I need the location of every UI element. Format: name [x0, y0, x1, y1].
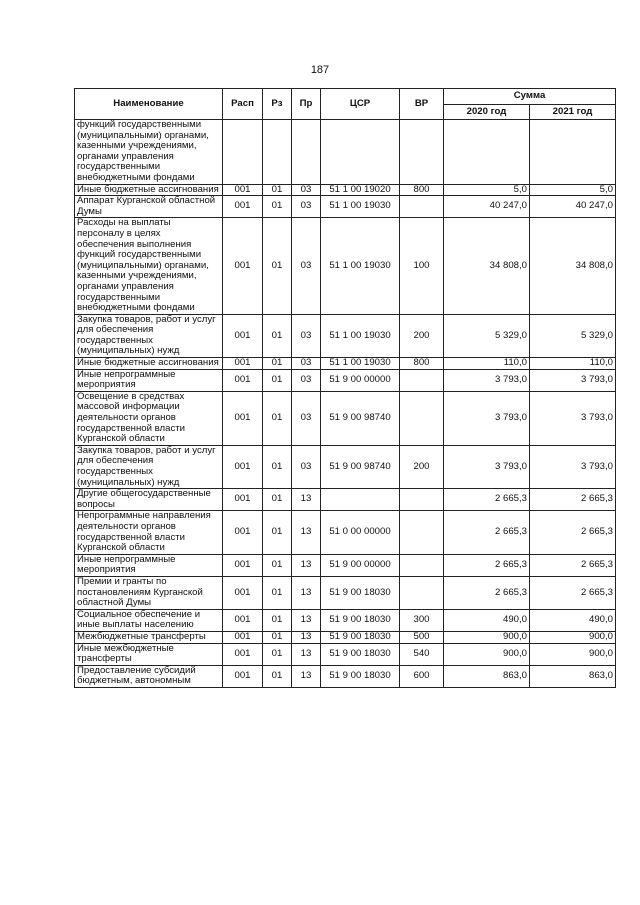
row-rz: 01	[263, 358, 292, 370]
row-pr: 03	[292, 445, 321, 488]
row-name: Межбюджетные трансферты	[75, 631, 223, 643]
row-amount-2020: 5,0	[444, 184, 530, 196]
row-vr: 200	[400, 445, 444, 488]
row-vr: 540	[400, 643, 444, 665]
table-row	[75, 314, 616, 357]
header-rasp: Расп	[223, 89, 263, 120]
row-amount-2020: 900,0	[444, 631, 530, 643]
row-pr: 03	[292, 391, 321, 445]
table-row	[75, 358, 616, 370]
row-rasp: 001	[223, 196, 263, 218]
row-amount-2021: 3 793,0	[530, 391, 616, 445]
header-csr: ЦСР	[321, 89, 400, 120]
row-amount-2021: 5,0	[530, 184, 616, 196]
row-name: Другие общегосударственные вопросы	[75, 489, 223, 511]
row-pr: 03	[292, 218, 321, 314]
row-vr	[400, 511, 444, 554]
row-pr: 13	[292, 643, 321, 665]
row-amount-2020: 900,0	[444, 643, 530, 665]
row-rasp: 001	[223, 511, 263, 554]
row-amount-2021: 2 665,3	[530, 576, 616, 609]
table-row	[75, 643, 616, 665]
row-csr: 51 9 00 18030	[321, 609, 400, 631]
row-rasp: 001	[223, 184, 263, 196]
row-amount-2021: 490,0	[530, 609, 616, 631]
row-rz: 01	[263, 631, 292, 643]
row-rz: 01	[263, 576, 292, 609]
row-vr: 500	[400, 631, 444, 643]
page-number: 187	[310, 64, 330, 76]
row-rasp: 001	[223, 445, 263, 488]
row-vr	[400, 391, 444, 445]
row-vr: 200	[400, 314, 444, 357]
row-amount-2020: 2 665,3	[444, 576, 530, 609]
row-rasp: 001	[223, 314, 263, 357]
row-name: Аппарат Курганской областной Думы	[75, 196, 223, 218]
row-rz: 01	[263, 609, 292, 631]
table-row	[75, 665, 616, 687]
row-csr: 51 9 00 00000	[321, 554, 400, 576]
row-csr: 51 9 00 98740	[321, 391, 400, 445]
table-row	[75, 631, 616, 643]
row-name: Предоставление субсидий бюджетным, автономным	[75, 665, 223, 687]
row-name: функций государственными (муниципальными) органами, казенными учреждениями, органами управления государственными внебюджетными фондами	[75, 120, 223, 185]
row-csr: 51 9 00 18030	[321, 643, 400, 665]
row-amount-2020	[444, 120, 530, 185]
row-rz: 01	[263, 445, 292, 488]
row-amount-2021: 2 665,3	[530, 489, 616, 511]
row-amount-2021: 2 665,3	[530, 554, 616, 576]
row-name: Освещение в средствах массовой информации деятельности органов государственной власти Курганской области	[75, 391, 223, 445]
row-rasp	[223, 120, 263, 185]
budget-table	[74, 88, 616, 688]
row-amount-2021: 900,0	[530, 631, 616, 643]
row-rz: 01	[263, 218, 292, 314]
row-rz: 01	[263, 184, 292, 196]
table-row	[75, 184, 616, 196]
row-csr: 51 9 00 00000	[321, 369, 400, 391]
row-amount-2020: 2 665,3	[444, 489, 530, 511]
row-name: Иные непрограммные мероприятия	[75, 369, 223, 391]
row-pr: 03	[292, 184, 321, 196]
row-vr: 300	[400, 609, 444, 631]
row-vr	[400, 120, 444, 185]
row-csr: 51 9 00 18030	[321, 665, 400, 687]
row-amount-2020: 3 793,0	[444, 391, 530, 445]
row-rz	[263, 120, 292, 185]
row-name: Закупка товаров, работ и услуг для обеспечения государственных (муниципальных) нужд	[75, 314, 223, 357]
header-year-2020: 2020 год	[444, 105, 530, 120]
row-rasp: 001	[223, 369, 263, 391]
row-amount-2021: 3 793,0	[530, 369, 616, 391]
row-pr: 13	[292, 665, 321, 687]
header-row	[75, 89, 616, 105]
row-csr: 51 1 00 19030	[321, 196, 400, 218]
row-rasp: 001	[223, 391, 263, 445]
row-name: Иные бюджетные ассигнования	[75, 184, 223, 196]
row-rz: 01	[263, 369, 292, 391]
row-amount-2021: 34 808,0	[530, 218, 616, 314]
row-name: Премии и гранты по постановлениям Курганской областной Думы	[75, 576, 223, 609]
table-row	[75, 196, 616, 218]
row-amount-2020: 5 329,0	[444, 314, 530, 357]
row-rz: 01	[263, 665, 292, 687]
table-row	[75, 489, 616, 511]
row-amount-2020: 40 247,0	[444, 196, 530, 218]
row-vr	[400, 554, 444, 576]
row-rz: 01	[263, 391, 292, 445]
row-csr: 51 1 00 19030	[321, 218, 400, 314]
row-vr	[400, 369, 444, 391]
row-csr: 51 9 00 18030	[321, 631, 400, 643]
row-name: Иные межбюджетные трансферты	[75, 643, 223, 665]
row-pr: 13	[292, 576, 321, 609]
row-amount-2020: 3 793,0	[444, 445, 530, 488]
row-rasp: 001	[223, 489, 263, 511]
row-csr: 51 0 00 00000	[321, 511, 400, 554]
row-rasp: 001	[223, 554, 263, 576]
row-amount-2020: 2 665,3	[444, 511, 530, 554]
table-row	[75, 576, 616, 609]
row-amount-2021: 900,0	[530, 643, 616, 665]
row-rz: 01	[263, 489, 292, 511]
row-name: Социальное обеспечение и иные выплаты населению	[75, 609, 223, 631]
row-csr: 51 9 00 98740	[321, 445, 400, 488]
row-pr: 13	[292, 511, 321, 554]
table-row	[75, 511, 616, 554]
header-sum: Сумма	[444, 89, 616, 105]
row-pr	[292, 120, 321, 185]
row-rasp: 001	[223, 609, 263, 631]
header-name: Наименование	[75, 89, 223, 120]
row-pr: 13	[292, 489, 321, 511]
row-vr	[400, 489, 444, 511]
row-name: Расходы на выплаты персоналу в целях обеспечения выполнения функций государственными (муниципальными) органами, казенными учреждениями, органами управления государственными внебюджетными фондами	[75, 218, 223, 314]
row-amount-2020: 34 808,0	[444, 218, 530, 314]
row-rasp: 001	[223, 358, 263, 370]
table-body	[75, 120, 616, 688]
row-name: Непрограммные направления деятельности органов государственной власти Курганской области	[75, 511, 223, 554]
row-pr: 03	[292, 358, 321, 370]
row-name: Иные непрограммные мероприятия	[75, 554, 223, 576]
header-pr: Пр	[292, 89, 321, 120]
table-row	[75, 218, 616, 314]
row-pr: 13	[292, 554, 321, 576]
row-csr	[321, 489, 400, 511]
header-year-2021: 2021 год	[530, 105, 616, 120]
row-amount-2021: 110,0	[530, 358, 616, 370]
row-vr: 800	[400, 184, 444, 196]
header-vr: ВР	[400, 89, 444, 120]
row-csr: 51 1 00 19030	[321, 358, 400, 370]
row-rz: 01	[263, 554, 292, 576]
row-amount-2020: 110,0	[444, 358, 530, 370]
row-amount-2020: 3 793,0	[444, 369, 530, 391]
row-csr	[321, 120, 400, 185]
row-pr: 13	[292, 631, 321, 643]
row-amount-2021: 40 247,0	[530, 196, 616, 218]
row-rasp: 001	[223, 631, 263, 643]
row-amount-2021: 863,0	[530, 665, 616, 687]
row-rasp: 001	[223, 218, 263, 314]
table-row	[75, 369, 616, 391]
row-vr: 100	[400, 218, 444, 314]
row-name: Иные бюджетные ассигнования	[75, 358, 223, 370]
row-pr: 03	[292, 314, 321, 357]
row-amount-2021: 3 793,0	[530, 445, 616, 488]
table-row	[75, 554, 616, 576]
row-vr	[400, 196, 444, 218]
table-row	[75, 445, 616, 488]
table-row	[75, 609, 616, 631]
row-amount-2020: 863,0	[444, 665, 530, 687]
row-amount-2020: 2 665,3	[444, 554, 530, 576]
row-rasp: 001	[223, 665, 263, 687]
row-rasp: 001	[223, 576, 263, 609]
row-amount-2021	[530, 120, 616, 185]
row-vr	[400, 576, 444, 609]
row-amount-2021: 2 665,3	[530, 511, 616, 554]
row-csr: 51 1 00 19020	[321, 184, 400, 196]
header-rz: Рз	[263, 89, 292, 120]
row-pr: 13	[292, 609, 321, 631]
table-row	[75, 391, 616, 445]
table-row	[75, 120, 616, 185]
row-amount-2020: 490,0	[444, 609, 530, 631]
row-name: Закупка товаров, работ и услуг для обеспечения государственных (муниципальных) нужд	[75, 445, 223, 488]
row-pr: 03	[292, 369, 321, 391]
row-rasp: 001	[223, 643, 263, 665]
row-vr: 800	[400, 358, 444, 370]
row-amount-2021: 5 329,0	[530, 314, 616, 357]
row-pr: 03	[292, 196, 321, 218]
row-rz: 01	[263, 196, 292, 218]
row-rz: 01	[263, 314, 292, 357]
row-rz: 01	[263, 643, 292, 665]
row-rz: 01	[263, 511, 292, 554]
row-csr: 51 9 00 18030	[321, 576, 400, 609]
row-csr: 51 1 00 19030	[321, 314, 400, 357]
row-vr: 600	[400, 665, 444, 687]
